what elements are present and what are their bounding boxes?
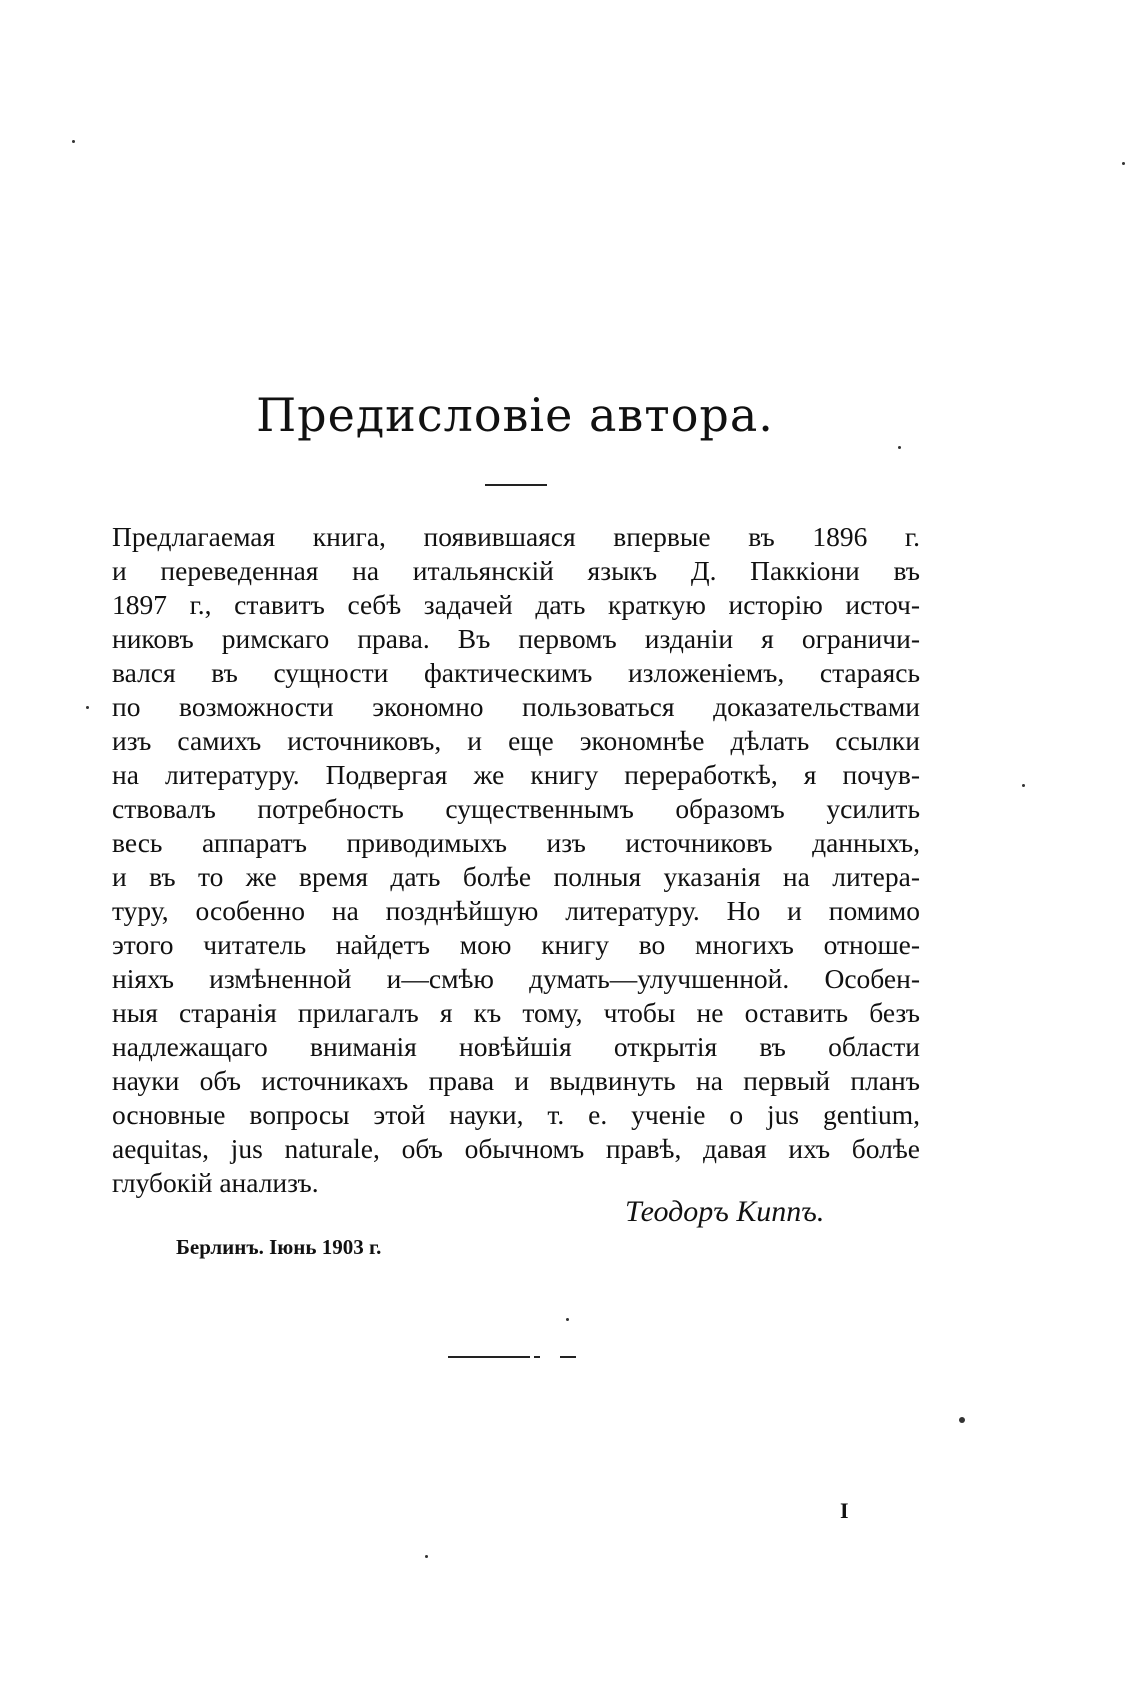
end-rule <box>448 1356 578 1358</box>
text-line: ствовалъ потребность существеннымъ образомъ усилить <box>112 793 920 824</box>
scan-speck <box>1022 784 1025 787</box>
preface-text <box>112 520 920 1200</box>
text-line: науки объ источникахъ права и выдвинуть на первый планъ <box>112 1065 920 1096</box>
text-line: весь аппаратъ приводимыхъ изъ источниковъ данныхъ, <box>112 827 920 858</box>
text-line: этого читатель найдетъ мою книгу во многихъ отноше- <box>112 929 920 960</box>
title-rule <box>485 484 547 486</box>
scan-speck <box>1122 162 1125 165</box>
scan-speck <box>72 140 75 143</box>
text-line: ныя старанія прилагалъ я къ тому, чтобы не оставить безъ <box>112 997 920 1028</box>
page-title: Предисловіе автора. <box>256 388 774 442</box>
text-line: туру, особенно на позднѣйшую литературу. Но и помимо <box>112 895 920 926</box>
author-signature: Теодоръ Киппъ. <box>625 1195 825 1228</box>
text-line: и въ то же время дать болѣе полныя указанія на литера- <box>112 861 920 892</box>
scan-speck <box>959 1417 965 1423</box>
text-line: изъ самихъ источниковъ, и еще экономнѣе дѣлать ссылки <box>112 725 920 756</box>
scan-speck <box>566 1318 569 1321</box>
text-line: ніяхъ измѣненной и—смѣю думать—улучшенной. Особен- <box>112 963 920 994</box>
text-line: 1897 г., ставитъ себѣ задачей дать краткую исторію источ- <box>112 589 920 620</box>
text-line: по возможности экономно пользоваться доказательствами <box>112 691 920 722</box>
text-line: aequitas, jus naturale, объ обычномъ правѣ, давая ихъ болѣе <box>112 1133 920 1164</box>
text-line: на литературу. Подвергая же книгу переработкѣ, я почув- <box>112 759 920 790</box>
scan-speck <box>898 446 901 449</box>
text-line: надлежащаго вниманія новѣйшія открытія въ области <box>112 1031 920 1062</box>
text-line: глубокій анализъ. <box>112 1167 319 1198</box>
scan-speck <box>86 706 89 709</box>
page-number: I <box>840 1498 849 1523</box>
text-line: и переведенная на итальянскій языкъ Д. Паккіони въ <box>112 555 920 586</box>
dateline: Берлинъ. Іюнь 1903 г. <box>176 1235 382 1259</box>
text-line: вался въ сущности фактическимъ изложеніемъ, стараясь <box>112 657 920 688</box>
text-line: Предлагаемая книга, появившаяся впервые въ 1896 г. <box>112 521 920 552</box>
text-line: основные вопросы этой науки, т. е. ученіе о jus gentium, <box>112 1099 920 1130</box>
scan-speck <box>425 1555 428 1558</box>
text-line: никовъ римскаго права. Въ первомъ изданіи я ограничи- <box>112 623 920 654</box>
